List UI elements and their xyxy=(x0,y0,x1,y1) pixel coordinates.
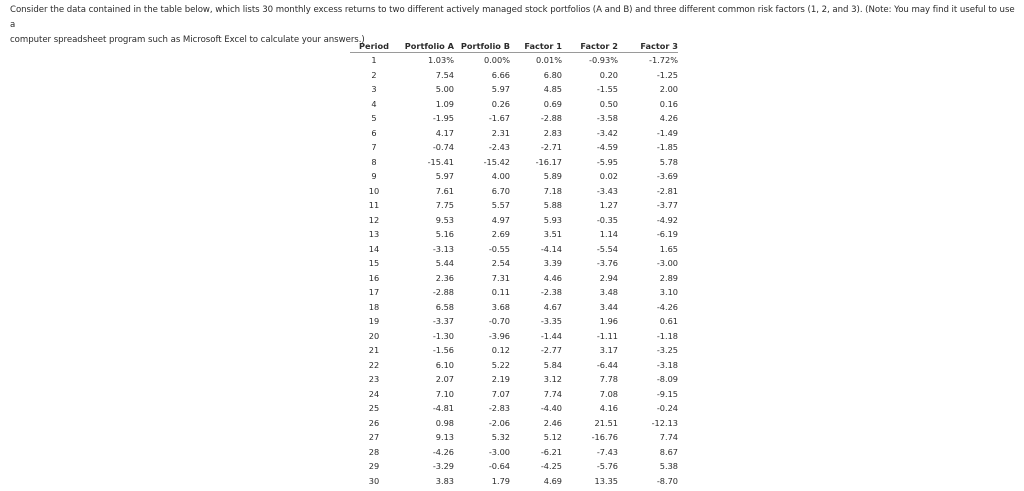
cell-portfolio-b: 5.57 xyxy=(491,200,510,210)
cell-portfolio-a: -0.74 xyxy=(432,142,454,152)
cell-portfolio-b: -2.06 xyxy=(488,417,510,428)
cell-factor-3: -9.15 xyxy=(656,388,678,399)
cell-portfolio-b: -0.55 xyxy=(488,243,510,254)
cell-portfolio-a: -3.13 xyxy=(432,243,454,254)
cell-factor-2: 2.94 xyxy=(599,272,618,283)
cell-portfolio-b: 0.11 xyxy=(491,287,510,297)
cell-factor-1: 7.18 xyxy=(543,185,562,196)
table-row xyxy=(350,184,678,199)
table-row xyxy=(350,372,678,387)
cell-portfolio-a: 5.00 xyxy=(435,84,454,94)
cell-factor-2: 1.27 xyxy=(599,200,618,210)
header-period: Period xyxy=(359,41,389,51)
cell-period: 9 xyxy=(371,171,377,181)
cell-factor-2: 3.17 xyxy=(599,345,618,355)
cell-factor-1: -2.77 xyxy=(540,345,562,355)
cell-period: 18 xyxy=(368,301,380,312)
table-row xyxy=(350,300,678,315)
header-portfolio-b: Portfolio B xyxy=(460,41,510,51)
cell-factor-3: -3.77 xyxy=(656,200,678,210)
table-row xyxy=(350,343,678,358)
cell-factor-1: -2.88 xyxy=(540,113,562,123)
cell-portfolio-b: 2.31 xyxy=(491,127,510,138)
cell-portfolio-b: 3.68 xyxy=(491,301,510,312)
table-row xyxy=(350,68,678,83)
cell-factor-1: 6.80 xyxy=(543,69,562,80)
cell-portfolio-a: 7.75 xyxy=(435,200,454,210)
cell-portfolio-b: 5.32 xyxy=(491,432,510,442)
cell-portfolio-a: -1.95 xyxy=(432,113,454,123)
cell-period: 22 xyxy=(368,359,380,370)
cell-portfolio-a: -3.37 xyxy=(432,316,454,326)
cell-factor-2: 3.44 xyxy=(599,301,618,312)
cell-factor-3: -6.19 xyxy=(656,229,678,239)
table-row xyxy=(350,271,678,286)
cell-period: 13 xyxy=(368,229,380,239)
cell-factor-2: -16.76 xyxy=(591,432,618,442)
cell-portfolio-b: 0.00% xyxy=(483,55,510,65)
cell-period: 5 xyxy=(371,113,377,123)
cell-portfolio-b: 6.70 xyxy=(491,185,510,196)
cell-factor-1: 2.83 xyxy=(543,127,562,138)
cell-factor-3: 5.78 xyxy=(659,156,678,167)
cell-portfolio-a: 5.44 xyxy=(435,258,454,268)
cell-factor-3: -3.69 xyxy=(656,171,678,181)
cell-period: 8 xyxy=(371,156,377,167)
cell-portfolio-b: 0.26 xyxy=(491,98,510,109)
cell-portfolio-b: -0.64 xyxy=(488,461,510,471)
cell-factor-3: -12.13 xyxy=(651,417,678,428)
cell-factor-3: -1.85 xyxy=(656,142,678,152)
cell-portfolio-a: -15.41 xyxy=(427,156,454,167)
cell-factor-3: 0.16 xyxy=(659,98,678,109)
cell-period: 26 xyxy=(368,417,380,428)
cell-portfolio-b: 2.19 xyxy=(491,374,510,384)
cell-period: 21 xyxy=(368,345,380,355)
cell-factor-1: 5.89 xyxy=(543,171,562,181)
cell-period: 3 xyxy=(371,84,377,94)
header-factor-1: Factor 1 xyxy=(524,41,562,51)
cell-period: 24 xyxy=(368,388,380,399)
table-row xyxy=(350,169,678,184)
cell-period: 2 xyxy=(371,69,377,80)
cell-portfolio-a: 9.13 xyxy=(435,432,454,442)
cell-portfolio-a: 5.16 xyxy=(435,229,454,239)
cell-factor-2: 7.78 xyxy=(599,374,618,384)
cell-period: 17 xyxy=(368,287,380,297)
cell-factor-3: -1.25 xyxy=(656,69,678,80)
cell-factor-2: -4.59 xyxy=(596,142,618,152)
cell-period: 23 xyxy=(368,374,380,384)
cell-period: 16 xyxy=(368,272,380,283)
cell-portfolio-a: 5.97 xyxy=(435,171,454,181)
cell-portfolio-b: 6.66 xyxy=(491,69,510,80)
cell-period: 4 xyxy=(371,98,377,109)
table-row xyxy=(350,111,678,126)
cell-portfolio-b: 1.79 xyxy=(491,475,510,486)
cell-period: 11 xyxy=(368,200,380,210)
cell-factor-1: 2.46 xyxy=(543,417,562,428)
cell-portfolio-a: 4.17 xyxy=(435,127,454,138)
cell-portfolio-a: 6.10 xyxy=(435,359,454,370)
cell-factor-2: -5.54 xyxy=(596,243,618,254)
table-row xyxy=(350,97,678,112)
table-row xyxy=(350,459,678,474)
table-row xyxy=(350,227,678,242)
cell-portfolio-a: -4.26 xyxy=(432,446,454,457)
cell-portfolio-b: -2.43 xyxy=(488,142,510,152)
cell-period: 19 xyxy=(368,316,380,326)
table-row xyxy=(350,329,678,344)
cell-factor-3: -3.18 xyxy=(656,359,678,370)
cell-factor-2: 0.02 xyxy=(599,171,618,181)
cell-factor-2: -0.93% xyxy=(589,55,618,65)
cell-factor-2: 13.35 xyxy=(594,475,618,486)
cell-factor-1: -6.21 xyxy=(540,446,562,457)
cell-factor-2: -0.35 xyxy=(596,214,618,225)
table-row xyxy=(350,256,678,271)
cell-portfolio-b: -2.83 xyxy=(488,403,510,413)
cell-portfolio-a: -3.29 xyxy=(432,461,454,471)
table-row xyxy=(350,358,678,373)
table-row xyxy=(350,401,678,416)
cell-factor-1: 5.93 xyxy=(543,214,562,225)
table-row xyxy=(350,213,678,228)
cell-portfolio-b: 5.97 xyxy=(491,84,510,94)
cell-factor-2: -3.43 xyxy=(596,185,618,196)
table-row xyxy=(350,387,678,402)
cell-portfolio-b: 7.07 xyxy=(491,388,510,399)
cell-factor-2: -5.95 xyxy=(596,156,618,167)
cell-factor-1: -4.40 xyxy=(540,403,562,413)
cell-factor-1: 4.46 xyxy=(543,272,562,283)
cell-factor-2: -1.55 xyxy=(596,84,618,94)
question-line-2: computer spreadsheet program such as Microsoft Excel to calculate your answers.) xyxy=(10,35,365,45)
cell-factor-2: -6.44 xyxy=(596,359,618,370)
cell-factor-1: -16.17 xyxy=(535,156,562,167)
cell-period: 14 xyxy=(368,243,380,254)
header-factor-3: Factor 3 xyxy=(640,41,678,51)
cell-factor-2: 0.20 xyxy=(599,69,618,80)
cell-factor-3: 4.26 xyxy=(659,113,678,123)
cell-portfolio-b: -0.70 xyxy=(488,316,510,326)
cell-portfolio-a: 1.09 xyxy=(435,98,454,109)
table-row xyxy=(350,445,678,460)
cell-factor-3: 8.67 xyxy=(659,446,678,457)
cell-portfolio-a: 7.54 xyxy=(435,69,454,80)
cell-portfolio-a: 1.03% xyxy=(427,55,454,65)
cell-factor-3: 1.65 xyxy=(659,243,678,254)
cell-portfolio-a: -1.30 xyxy=(432,330,454,341)
cell-portfolio-b: 2.69 xyxy=(491,229,510,239)
table-row xyxy=(350,416,678,431)
cell-portfolio-a: 2.07 xyxy=(435,374,454,384)
cell-portfolio-b: 2.54 xyxy=(491,258,510,268)
cell-factor-1: -2.38 xyxy=(540,287,562,297)
cell-portfolio-b: -3.00 xyxy=(488,446,510,457)
cell-factor-1: 0.69 xyxy=(543,98,562,109)
cell-factor-3: -3.00 xyxy=(656,258,678,268)
cell-factor-3: -4.26 xyxy=(656,301,678,312)
cell-portfolio-b: 7.31 xyxy=(491,272,510,283)
cell-factor-1: -3.35 xyxy=(540,316,562,326)
cell-factor-3: -4.92 xyxy=(656,214,678,225)
cell-period: 27 xyxy=(368,432,380,442)
cell-portfolio-a: 9.53 xyxy=(435,214,454,225)
table-row xyxy=(350,430,678,445)
cell-factor-2: 1.14 xyxy=(599,229,618,239)
cell-factor-2: -3.58 xyxy=(596,113,618,123)
cell-portfolio-b: -15.42 xyxy=(483,156,510,167)
returns-table xyxy=(350,40,678,488)
cell-factor-1: 5.88 xyxy=(543,200,562,210)
cell-factor-1: 0.01% xyxy=(535,55,562,65)
cell-factor-3: 7.74 xyxy=(659,432,678,442)
cell-portfolio-b: 4.00 xyxy=(491,171,510,181)
table-row xyxy=(350,285,678,300)
table-header-row xyxy=(350,40,678,53)
cell-portfolio-b: -3.96 xyxy=(488,330,510,341)
cell-factor-1: -2.71 xyxy=(540,142,562,152)
table-row xyxy=(350,126,678,141)
table-body xyxy=(350,53,678,489)
cell-factor-3: -1.72% xyxy=(649,55,678,65)
cell-factor-3: -8.09 xyxy=(656,374,678,384)
cell-portfolio-a: 2.36 xyxy=(435,272,454,283)
table-row xyxy=(350,53,678,68)
cell-factor-1: 3.51 xyxy=(543,229,562,239)
cell-period: 1 xyxy=(371,55,377,65)
cell-factor-2: 4.16 xyxy=(599,403,618,413)
cell-factor-1: -1.44 xyxy=(540,330,562,341)
cell-period: 15 xyxy=(368,258,380,268)
cell-portfolio-a: -2.88 xyxy=(432,287,454,297)
cell-factor-3: 2.00 xyxy=(659,84,678,94)
cell-factor-2: -1.11 xyxy=(596,330,618,341)
cell-factor-3: 2.89 xyxy=(659,272,678,283)
cell-factor-1: 4.85 xyxy=(543,84,562,94)
cell-factor-1: 5.12 xyxy=(543,432,562,442)
header-factor-2: Factor 2 xyxy=(580,41,618,51)
cell-factor-3: -0.24 xyxy=(656,403,678,413)
cell-factor-2: 7.08 xyxy=(599,388,618,399)
cell-portfolio-b: -1.67 xyxy=(488,113,510,123)
table-row xyxy=(350,474,678,489)
cell-factor-1: -4.25 xyxy=(540,461,562,471)
cell-period: 6 xyxy=(371,127,377,138)
table-row xyxy=(350,82,678,97)
cell-factor-2: -5.76 xyxy=(596,461,618,471)
cell-period: 12 xyxy=(368,214,380,225)
cell-period: 29 xyxy=(368,461,380,471)
cell-portfolio-a: 7.61 xyxy=(435,185,454,196)
cell-period: 20 xyxy=(368,330,380,341)
cell-factor-1: -4.14 xyxy=(540,243,562,254)
cell-period: 7 xyxy=(371,142,377,152)
cell-factor-2: -3.42 xyxy=(596,127,618,138)
cell-factor-2: 0.50 xyxy=(599,98,618,109)
cell-factor-1: 3.39 xyxy=(543,258,562,268)
table-row xyxy=(350,314,678,329)
cell-factor-3: -1.49 xyxy=(656,127,678,138)
table-row xyxy=(350,140,678,155)
cell-period: 25 xyxy=(368,403,380,413)
cell-factor-3: 3.10 xyxy=(659,287,678,297)
cell-period: 10 xyxy=(368,185,380,196)
cell-factor-2: -3.76 xyxy=(596,258,618,268)
cell-factor-1: 4.69 xyxy=(543,475,562,486)
cell-portfolio-a: 7.10 xyxy=(435,388,454,399)
cell-factor-2: 3.48 xyxy=(599,287,618,297)
cell-factor-1: 7.74 xyxy=(543,388,562,399)
cell-factor-3: 0.61 xyxy=(659,316,678,326)
cell-factor-3: 5.38 xyxy=(659,461,678,471)
table-row xyxy=(350,198,678,213)
cell-factor-2: 21.51 xyxy=(594,417,618,428)
cell-portfolio-a: -4.81 xyxy=(432,403,454,413)
cell-factor-1: 4.67 xyxy=(543,301,562,312)
cell-factor-3: -3.25 xyxy=(656,345,678,355)
cell-period: 30 xyxy=(368,475,380,486)
cell-factor-2: 1.96 xyxy=(599,316,618,326)
cell-factor-3: -8.70 xyxy=(656,475,678,486)
cell-factor-3: -2.81 xyxy=(656,185,678,196)
cell-factor-3: -1.18 xyxy=(656,330,678,341)
cell-factor-2: -7.43 xyxy=(596,446,618,457)
cell-portfolio-a: 0.98 xyxy=(435,417,454,428)
cell-period: 28 xyxy=(368,446,380,457)
cell-factor-1: 3.12 xyxy=(543,374,562,384)
cell-portfolio-b: 0.12 xyxy=(491,345,510,355)
question-line-1: Consider the data contained in the table below, which lists 30 monthly excess returns to two different actively managed stock portfolios (A and B) and three different common risk factors (1, 2, and 3). (Note: You may find it useful to use a xyxy=(10,5,1015,30)
cell-factor-1: 5.84 xyxy=(543,359,562,370)
cell-portfolio-b: 4.97 xyxy=(491,214,510,225)
table-row xyxy=(350,242,678,257)
cell-portfolio-a: 3.83 xyxy=(435,475,454,486)
header-portfolio-a: Portfolio A xyxy=(404,41,454,51)
cell-portfolio-a: -1.56 xyxy=(432,345,454,355)
cell-portfolio-a: 6.58 xyxy=(435,301,454,312)
table-row xyxy=(350,155,678,170)
cell-portfolio-b: 5.22 xyxy=(491,359,510,370)
